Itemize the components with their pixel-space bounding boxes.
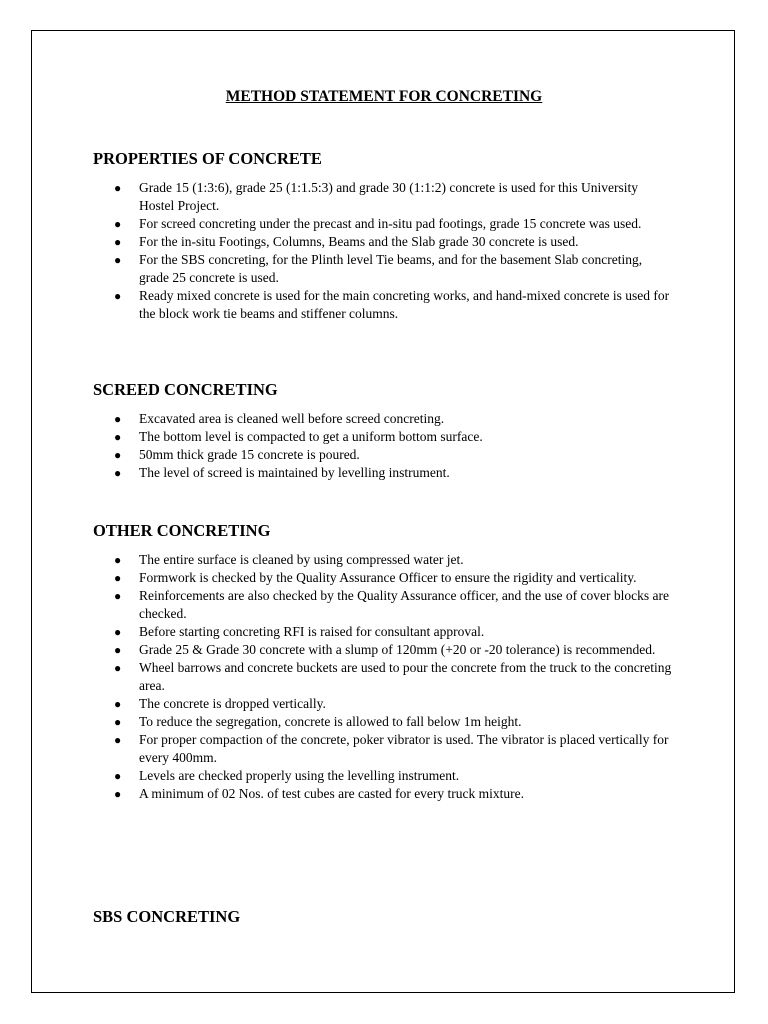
list-item — [93, 251, 673, 287]
section-heading: SBS CONCRETING — [93, 907, 241, 926]
section-heading: SCREED CONCRETING — [93, 380, 278, 399]
bullet-icon: ● — [114, 643, 122, 657]
list-item — [93, 731, 673, 767]
bullet-icon: ● — [114, 466, 122, 480]
list-item-text: Levels are checked properly using the levelling instrument. — [139, 768, 460, 783]
bullet-icon: ● — [114, 769, 122, 783]
list-item — [93, 713, 673, 731]
list-item-text: The entire surface is cleaned by using compressed water jet. — [139, 552, 464, 567]
list-item-text: For the SBS concreting, for the Plinth level Tie beams, and for the basement Slab concreting, grade 25 concrete is used. — [139, 252, 643, 285]
bullet-icon: ● — [114, 289, 122, 303]
bullet-icon: ● — [114, 715, 122, 729]
list-item — [93, 785, 673, 803]
bullet-icon: ● — [114, 661, 122, 675]
section-screed-concreting — [93, 380, 673, 482]
bullet-list — [93, 551, 673, 803]
list-item-text: Excavated area is cleaned well before screed concreting. — [139, 411, 445, 426]
list-item — [93, 410, 673, 428]
list-item — [93, 464, 673, 482]
bullet-icon: ● — [114, 430, 122, 444]
list-item-text: The concrete is dropped vertically. — [139, 696, 326, 711]
list-item — [93, 428, 673, 446]
list-item-text: For the in-situ Footings, Columns, Beams and the Slab grade 30 concrete is used. — [139, 234, 579, 249]
bullet-icon: ● — [114, 589, 122, 603]
list-item — [93, 767, 673, 785]
section-heading: PROPERTIES OF CONCRETE — [93, 149, 322, 168]
list-item-text: To reduce the segregation, concrete is allowed to fall below 1m height. — [139, 714, 522, 729]
list-item — [93, 551, 673, 569]
list-item-text: Before starting concreting RFI is raised for consultant approval. — [139, 624, 485, 639]
list-item-text: Grade 25 & Grade 30 concrete with a slump of 120mm (+20 or -20 tolerance) is recommended. — [139, 642, 656, 657]
list-item-text: For screed concreting under the precast and in-situ pad footings, grade 15 concrete was used. — [139, 216, 642, 231]
list-item — [93, 641, 673, 659]
list-item — [93, 569, 673, 587]
bullet-icon: ● — [114, 571, 122, 585]
bullet-list — [93, 179, 673, 323]
list-item — [93, 287, 673, 323]
list-item — [93, 623, 673, 641]
list-item-text: For proper compaction of the concrete, poker vibrator is used. The vibrator is placed vertically for every 400mm. — [139, 732, 669, 765]
bullet-icon: ● — [114, 448, 122, 462]
list-item — [93, 179, 673, 215]
list-item-text: A minimum of 02 Nos. of test cubes are casted for every truck mixture. — [139, 786, 525, 801]
list-item-text: Formwork is checked by the Quality Assurance Officer to ensure the rigidity and verticality. — [139, 570, 637, 585]
bullet-icon: ● — [114, 697, 122, 711]
bullet-icon: ● — [114, 787, 122, 801]
bullet-icon: ● — [114, 553, 122, 567]
bullet-icon: ● — [114, 217, 122, 231]
bullet-icon: ● — [114, 235, 122, 249]
list-item-text: Wheel barrows and concrete buckets are used to pour the concrete from the truck to the concreting area. — [139, 660, 672, 693]
list-item-text: Grade 15 (1:3:6), grade 25 (1:1.5:3) and grade 30 (1:1:2) concrete is used for this University Hostel Project. — [139, 180, 638, 213]
list-item-text: Ready mixed concrete is used for the main concreting works, and hand-mixed concrete is used for the block work tie beams and stiffener columns. — [139, 288, 670, 321]
list-item-text: 50mm thick grade 15 concrete is poured. — [139, 447, 360, 462]
document-title: METHOD STATEMENT FOR CONCRETING — [225, 88, 543, 105]
list-item — [93, 659, 673, 695]
bullet-icon: ● — [114, 253, 122, 267]
bullet-icon: ● — [114, 625, 122, 639]
list-item — [93, 587, 673, 623]
list-item-text: Reinforcements are also checked by the Quality Assurance officer, and the use of cover blocks are checked. — [139, 588, 670, 621]
list-item-text: The level of screed is maintained by levelling instrument. — [139, 465, 450, 480]
section-properties-of-concrete — [93, 149, 673, 323]
list-item — [93, 215, 673, 233]
section-heading: OTHER CONCRETING — [93, 521, 271, 540]
bullet-list — [93, 410, 673, 482]
list-item — [93, 695, 673, 713]
list-item — [93, 233, 673, 251]
list-item-text: The bottom level is compacted to get a uniform bottom surface. — [139, 429, 483, 444]
bullet-icon: ● — [114, 181, 122, 195]
section-sbs-concreting — [93, 907, 673, 927]
bullet-icon: ● — [114, 412, 122, 426]
bullet-icon: ● — [114, 733, 122, 747]
list-item — [93, 446, 673, 464]
section-other-concreting — [93, 521, 673, 803]
